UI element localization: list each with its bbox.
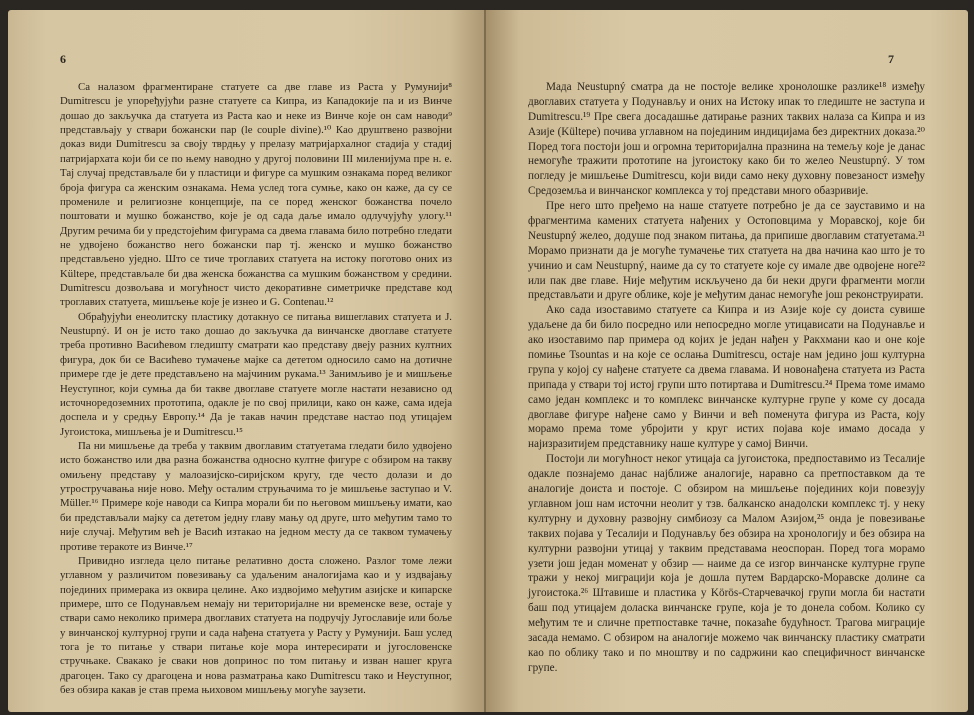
paragraph: Са налазом фрагментиране статуете са две главе из Раста у Румунији⁸ Dumitrescu је упоређујући разне статуете са Кипра, из Кападокије па и из Винче дошао до закључка да статуета из Раста као и неке из Винче које он сам наводи⁹ представљају у ствари божански пар (le couple divine).¹⁰ Као друштвено развојни доказ види Dumitrescu за своју тврдњу у прелазу матријархалног стадија у стадиј патријархата који би се по њему наводно у другој половини III миленијума пре н. е. Тај случај представљале би у пластици и фигуре са мушким ознакама поред великог броја фигура са женским ознакама. Нема услед тога сумње, како он каже, да су се промениле и религиозне концепције, па се поред женског божанства почело поштовати и мушко божанство, које је од сада даље имало одлучујућу улогу.¹¹ Другим речима би у предстојећим фигурама са двема главама било потребно гледати не удвојено божанство него божански пар тј. женско и мушко божанство представљено уједно. Што се тиче троглавих статуета на истоку поготово оних из Kültepe, представљале би два женска божанства са мушким божанством у средини. Dumitrescu дозвољава и могућност чисто декоративне симетричке представе код троглавих статуета, мишљење које је изнео и G. Contenau.¹² bbox=[60, 81, 452, 309]
left-page bbox=[8, 10, 488, 712]
page-number: 6 bbox=[60, 52, 66, 66]
page-number: 7 bbox=[888, 52, 894, 66]
paragraph: Мада Neustupný сматра да не постоје велике хронолошке разлике¹⁸ између двоглавих статуета у Подунављу и оних на Истоку ипак то гледиште не заступа и Dumitrescu.¹⁹ Пре свега досадашње датирање разних таквих налаза са Кипра и из Азије (Kültepe) почива углавном на појединим индицијама без директних доказа.²⁰ Поред тога постоји још и огромна територијална празнина на темељу које је данас немогуће тражити прототипе на југоистоку како би то желео Neustupný. У том погледу је мишљење Dumitrescu, који види само неку духовну повезаност између Средоземља и винчанског комплекса у тој представи много обазривије. bbox=[528, 81, 925, 198]
paragraph: Обрађујући енеолитску пластику дотакнуо се питања вишеглавих статуета и J. Neustupný. И он је исто тако дошао до закључка да винчанске двоглаве статуете треба противно Васићевом гледишту сматрати као представу двеју разних култних фигура, док би се Васићево тумачење мајке са дететом односило само на дотичне примере где је дете представљено на мајчиним рукама.¹³ Занимљиво је и мишљење Неуступног, који сумња да би такве двоглаве статуете могле настати независно од источноредоземних прототипа, одакле је по свој прилици, како он каже, сама идеја доспела и у средњу Европу.¹⁴ Да је такав начин представе настао под утицајем Југоистока, мишљења је и Dumitrescu.¹⁵ bbox=[60, 310, 452, 438]
page-text bbox=[60, 80, 452, 697]
paragraph: Па ни мишљење да треба у таквим двоглавим статуетама гледати било удвојено исто божанство или два разна божанства односно култне фигуре с обзиром на такву омиљену представу у малоазијско-сиријском кругу, где често долази и до утростручавања није ново. Међу осталим струњачима то је мишљење заступао и V. Müller.¹⁶ Примере које наводи са Кипра морали би по његовом мишљењу имати, као би представљали мајку са дететом једну главу мању од друге, што међутим тамо то није случај. Међутим већ је Васић изтакао на једном месту да се таквом тумачењу противе теракоте из Винче.¹⁷ bbox=[60, 439, 452, 553]
paragraph: Пре него што пређемо на наше статуете потребно је да се зауставимо и на фрагментима камених статуета нађених у Остоповцима у Моравској, које би Neustupný желео, додуше под знаком питања, да припише двоглавим статуетама.²¹ Морамо признати да је могуће тумачење тих статуета на два начина као што је то учинио и сам Neustupný, наиме да су то статуете које су имале две одвојене ноге²² или пак две главе. Није међутим искључено да би неки други фрагменти могли представљати и друге облике, које је међутим данас немогуће још реконструирати. bbox=[528, 200, 925, 302]
page-text bbox=[528, 80, 925, 676]
right-page bbox=[486, 10, 968, 712]
paragraph: Постоји ли могућност неког утицаја са југоистока, предпоставимо из Тесалије одакле познајемо данас најближе аналогије, наравно са претпоставком да те аналогије доиста и постоје. С обзиром на мишљење појединих који повезују углавном још нам источни неолит у тзв. балканско анадолски комплекс тј. у неку културну и духовну развојну симбиозу са Малом Азијом,²⁵ онда је повезивање таквих појава у Тесалији и Подунављу без обзира на хронологију и без обзира на културни развојни утицај у таквим представама неоспоран. Поред тога морамо узети још један моменат у обзир — наиме да се изгор винчанске културне групе тражи у некој миграцији која је дошла путем Вардарско-Моравске долине са југоистока.²⁶ Штавише и пластика у Körös-Старчевачкој групи могла би настати баш под утицајем доласка винчанске групе, која је то донела собом. Колико су међутим те и сличне претпоставке тачне, показаће будућност. Трагова миграције засада немамо. С обзиром на аналогије можемо чак винчанску пластику сматрати као по облику тако и по мноштву и по садржини као специфичност винчанске групе. bbox=[528, 453, 925, 674]
paragraph: Привидно изгледа цело питање релативно доста сложено. Разлог томе лежи углавном у различитом повезивању са удаљеним аналогијама као и у издвајању појединих примерака из оквира целине. Ако издвојимо међутим азијске и кипарске примере, што се Подунављем немају ни територијалне ни временске везе, остаје у ствари само неколико примера двоглавих статуета на подручју Југославије или боље у винчанској културној групи и сада нађена статуета у Расту у Румунији. Баш услед тога је то питање у ствари питање које мора интересирати и југословенске стручњаке. Свакако је сваки нов допринос по том питању и изван нашег круга драгоцен. Тако су драгоцена и нова разматрања како Dumitrescu тако и Неуступног, без обзира какав је став према њиховом мишљењу могуће заузети. bbox=[60, 554, 452, 697]
paragraph: Ако сада изоставимо статуете са Кипра и из Азије које су доиста сувише удаљене да би било посредно или непосредно могле утицависати на Подунавље и ако изоставимо пар примера од којих је један нађен у Ракхмани као и оне које помиње Tsountas и на које се ослања Dumitrescu, остаје нам једино још културна група у којој су нађене статуете са двема главама. И новонађена статуета из Раста припада у ствари тој истој групи што потиртава и Dumitrescu.²⁴ Према томе имамо само један комплекс и то комплекс винчанске културне групе у коме су досада двоглаве фигуре нађене само у Винчи и већ поменута фигура из Раста, коју морамо према томе убројити у круг истих појава које имамо досада у најизразитијем представнику наше културе у самој Винчи. bbox=[528, 304, 925, 451]
